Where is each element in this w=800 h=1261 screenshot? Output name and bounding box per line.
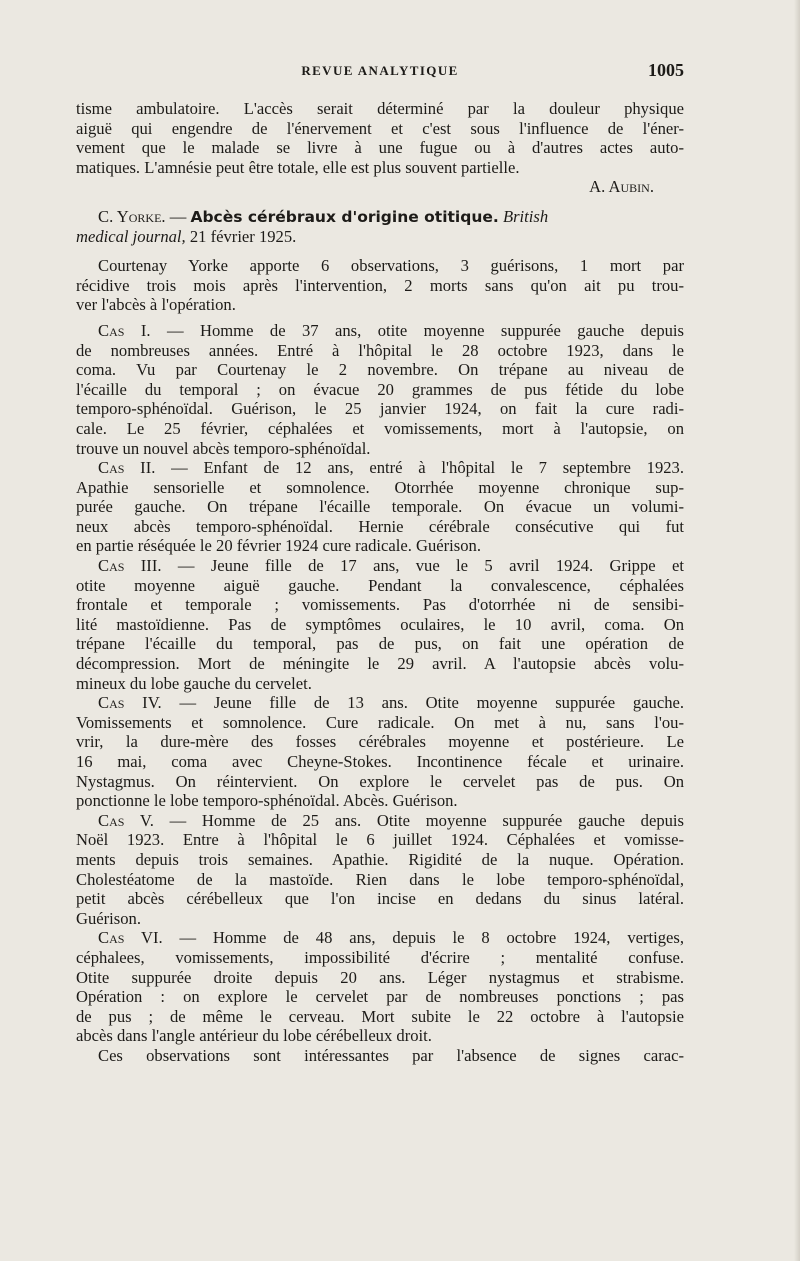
text-line <box>76 321 684 341</box>
text-line: Cholestéatome de la mastoïde. Rien dans le lobe temporo-sphénoïdal, <box>76 869 684 889</box>
article-heading-line <box>76 227 684 247</box>
text-line: vrir, la dure-mère des fosses cérébrales moyenne et postérieure. Le <box>76 732 684 752</box>
running-head <box>76 60 684 84</box>
text-line: neux abcès temporo-sphénoïdal. Hernie cérébrale consécutive qui fut <box>76 516 684 536</box>
text-line: 16 mai, coma avec Cheyne-Stokes. Incontinence fécale et urinaire. <box>76 752 684 771</box>
text-line: trouve un nouvel abcès temporo-sphénoïdal. <box>76 438 371 458</box>
intro-paragraph <box>76 99 684 177</box>
journal-name-cont: medical journal, <box>76 226 186 246</box>
paragraph-cas-3 <box>76 556 684 693</box>
article-title: Abcès cérébraux d'origine otitique. <box>190 207 499 226</box>
text-fragment: — Homme de 25 ans. Otite moyenne suppurée gauche depuis <box>153 810 684 830</box>
text-fragment: — Homme de 37 ans, otite moyenne suppurée gauche depuis <box>150 320 684 340</box>
text-line: décompression. Mort de méningite le 29 avril. A l'autopsie abcès volu- <box>76 654 684 674</box>
text-line: frontale et temporale ; vomissements. Pas d'otorrhée ni de sensibi- <box>76 595 684 615</box>
text-line: ments depuis trois semaines. Apathie. Rigidité de la nuque. Opération. <box>76 849 684 869</box>
text-line: de pus ; de même le cerveau. Mort subite le 22 octobre à l'autopsie <box>76 1006 684 1026</box>
text-line: mineux du lobe gauche du cervelet. <box>76 673 312 693</box>
text-line: lité mastoïdienne. Pas de symptômes oculaires, le 10 avril, coma. On <box>76 614 684 634</box>
journal-name: British <box>502 206 549 226</box>
text-line: coma. Vu par Courtenay le 2 novembre. On trépane au niveau de <box>76 360 684 380</box>
text-fragment: — Homme de 48 ans, depuis le 8 octobre 1924, vertiges, <box>162 928 684 948</box>
body-text <box>76 99 684 1066</box>
text-line: Opération : on explore le cervelet par de nombreuses ponctions ; pas <box>76 987 684 1007</box>
text-line: récidive trois mois après l'intervention, 2 morts sans qu'on ait pu trou- <box>76 275 684 295</box>
text-line: cale. Le 25 février, céphalées et vomissements, mort à l'autopsie, on <box>76 418 684 438</box>
text-line: Guérison. <box>76 908 141 928</box>
text-line <box>76 928 684 948</box>
article-date: 21 février 1925. <box>189 226 297 246</box>
text-line: céphalees, vomissements, impossibilité d'écrire ; mentalité confuse. <box>76 947 684 967</box>
paragraph-cas-4 <box>76 693 684 811</box>
case-label: Cas II. <box>98 458 156 478</box>
text-line: abcès dans l'angle antérieur du lobe cérébelleux droit. <box>76 1026 432 1046</box>
text-line: tisme ambulatoire. L'accès serait déterminé par la douleur physique <box>76 99 684 118</box>
signature: A. Aubin. <box>589 177 654 197</box>
text-line: trépane l'écaille du temporal, pas de pus, on fait une opération de <box>76 634 684 654</box>
text-line: ver l'abcès à l'opération. <box>76 295 236 315</box>
text-line: Ces observations sont intéressantes par l'absence de signes carac- <box>98 1045 684 1065</box>
text-line: Noël 1923. Entre à l'hôpital le 6 juillet 1924. Céphalées et vomisse- <box>76 830 684 850</box>
case-label: Cas I. <box>98 320 151 340</box>
paragraph-cas-5 <box>76 811 684 929</box>
text-line <box>76 458 684 478</box>
text-line: de nombreuses années. Entré à l'hôpital le 28 octobre 1923, dans le <box>76 340 684 360</box>
text-line <box>76 556 684 576</box>
text-line: Otite suppurée droite depuis 20 ans. Léger nystagmus et strabisme. <box>76 967 684 987</box>
text-line: Nystagmus. On réintervient. On explore le cervelet pas de pus. On <box>76 771 684 791</box>
paragraph-conclusion <box>76 1046 684 1066</box>
text-fragment: — Jeune fille de 17 ans, vue le 5 avril 1924. Grippe et <box>161 556 684 576</box>
page-edge-shadow <box>794 0 800 1261</box>
case-label: Cas III. <box>98 556 162 576</box>
paragraph-cas-2 <box>76 458 684 556</box>
text-line <box>76 693 684 713</box>
text-line: Vomissements et somnolence. Cure radicale. On met à nu, sans l'ou- <box>76 712 684 732</box>
text-line: petit abcès cérébelleux que l'on incise en dedans du sinus latéral. <box>76 889 684 909</box>
paragraph-cas-6 <box>76 928 684 1046</box>
article-heading-line <box>76 207 684 227</box>
case-label: Cas V. <box>98 810 154 830</box>
text-line: l'écaille du temporal ; on évacue 20 grammes de pus fétide du lobe <box>76 379 684 399</box>
page-number: 1005 <box>648 60 684 80</box>
text-fragment: — Jeune fille de 13 ans. Otite moyenne suppurée gauche. <box>161 693 684 713</box>
text-line: vement que le malade se livre à une fugue ou à d'autres actes auto- <box>76 138 684 158</box>
text-line: purée gauche. On trépane l'écaille temporale. On évacue un volumi- <box>76 497 684 517</box>
text-line: temporo-sphénoïdal. Guérison, le 25 janvier 1924, on fait la cure radi- <box>76 399 684 419</box>
text-line <box>76 811 684 831</box>
paragraph-cas-1 <box>76 321 684 458</box>
case-label: Cas IV. <box>98 693 162 713</box>
text-line: en partie réséquée le 20 février 1924 cure radicale. Guérison. <box>76 536 481 556</box>
text-line: Apathie sensorielle et somnolence. Otorrhée moyenne chronique sup- <box>76 477 684 497</box>
paragraph-summary <box>76 256 684 315</box>
article-author: C. Yorke. — <box>98 206 187 226</box>
text-line: Courtenay Yorke apporte 6 observations, 3 guérisons, 1 mort par <box>98 256 684 276</box>
text-line: ponctionne le lobe temporo-sphénoïdal. Abcès. Guérison. <box>76 791 458 811</box>
text-line: otite moyenne aiguë gauche. Pendant la convalescence, céphalées <box>76 575 684 595</box>
text-line: matiques. L'amnésie peut être totale, elle est plus souvent partielle. <box>76 157 520 177</box>
text-line: aiguë qui engendre de l'énervement et c'est sous l'influence de l'éner- <box>76 118 684 138</box>
text-fragment: — Enfant de 12 ans, entré à l'hôpital le 7 septembre 1923. <box>155 458 684 478</box>
journal-section-title: REVUE ANALYTIQUE <box>301 63 459 78</box>
case-label: Cas VI. <box>98 928 163 948</box>
article-heading <box>76 207 684 246</box>
